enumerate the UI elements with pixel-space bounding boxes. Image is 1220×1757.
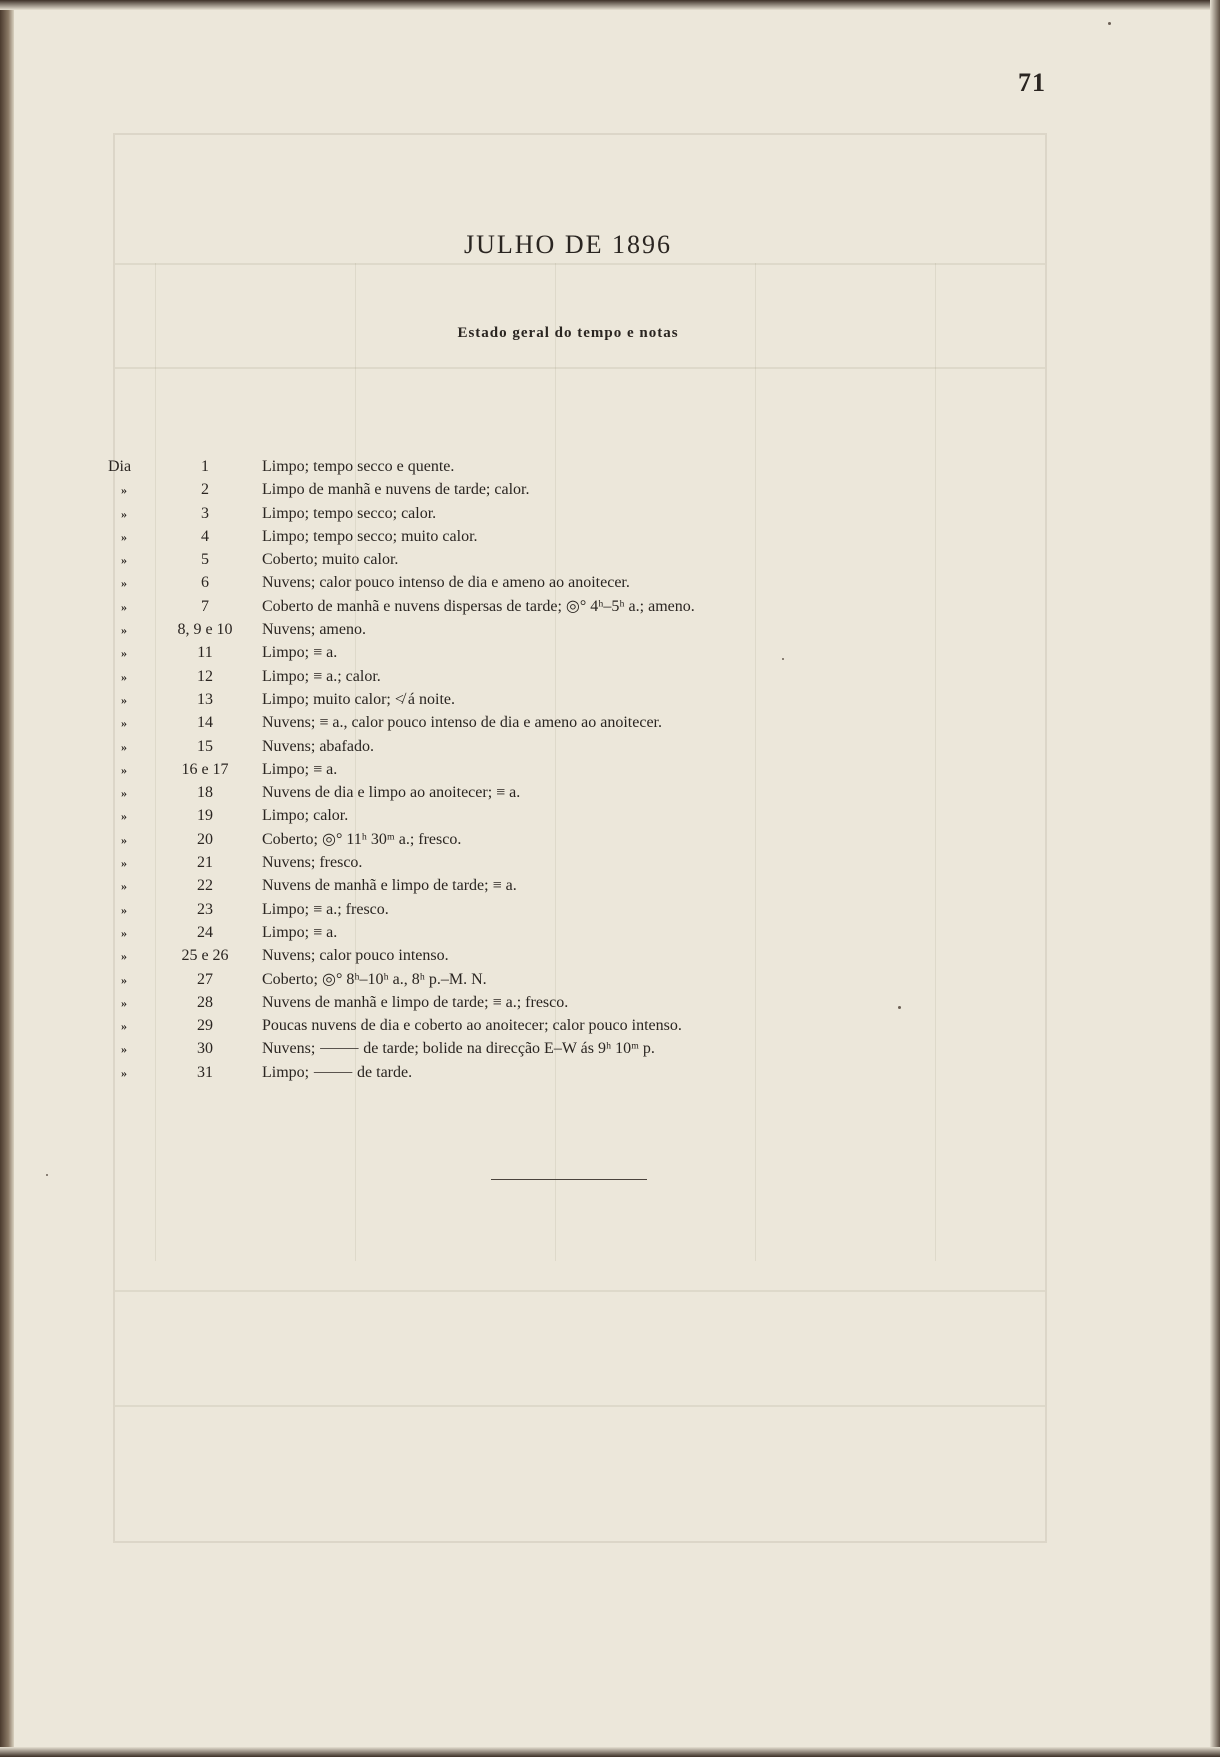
day-number: 11 [197,644,213,662]
weather-note: Coberto; ◎° 11ʰ 30ᵐ a.; fresco. [262,830,462,848]
weather-entry [108,665,1008,688]
day-number: 1 [201,458,209,475]
weather-note: Coberto de manhã e nuvens dispersas de tarde; ◎° 4ʰ–5ʰ a.; ameno. [262,597,695,615]
weather-entry [108,502,1008,525]
weather-note: Limpo; ≡ a. [262,760,338,778]
weather-entry [108,711,1008,734]
closing-rule [491,1179,647,1180]
day-number: 19 [197,807,213,825]
day-number: 14 [197,714,213,732]
weather-note: Nuvens; ameno. [262,621,366,639]
weather-entry [108,1014,1008,1037]
ditto-mark: » [121,529,127,544]
weather-entry [108,898,1008,921]
weather-entry [108,804,1008,827]
ditto-mark: » [121,1042,127,1057]
day-number: 25 e 26 [181,947,229,965]
weather-note: Nuvens de manhã e limpo de tarde; ≡ a.; fresco. [262,993,569,1011]
day-number: 7 [201,597,209,615]
weather-note: Limpo de manhã e nuvens de tarde; calor. [262,481,530,499]
day-number: 6 [201,574,209,592]
ditto-mark: » [121,972,127,987]
weather-note: Nuvens; abafado. [262,737,374,755]
day-number: 31 [197,1063,213,1081]
ditto-mark: » [121,762,127,777]
weather-entry [108,525,1008,548]
weather-entry [108,571,1008,594]
weather-note: Coberto; ◎° 8ʰ–10ʰ a., 8ʰ p.–M. N. [262,970,487,988]
paper-speck [782,658,784,660]
day-label: Dia [108,458,132,475]
ditto-mark: » [121,716,127,731]
weather-note: Limpo; ≡ a.; calor. [262,667,381,685]
weather-note: Nuvens; calor pouco intenso. [262,947,449,965]
day-number: 20 [197,830,213,848]
day-number: 16 e 17 [181,760,229,778]
day-number: 5 [201,551,209,569]
ditto-mark: » [121,832,127,847]
ditto-mark: » [121,902,127,917]
page-title: JULHO DE 1896 [464,230,672,259]
ditto-mark: » [121,949,127,964]
section-subtitle: Estado geral do tempo e notas [457,325,679,341]
day-number: 23 [197,900,213,918]
paper-speck [1108,22,1111,25]
day-number: 28 [197,993,213,1011]
ditto-mark: » [121,623,127,638]
weather-entry [108,1037,1008,1060]
day-number: 4 [201,527,209,545]
weather-note: Limpo; ≡ a.; fresco. [262,900,389,918]
day-number: 2 [201,481,209,499]
weather-note: Limpo; tempo secco; muito calor. [262,527,478,545]
day-number: 13 [197,690,213,708]
day-number: 24 [197,923,213,941]
daily-weather-notes [108,455,1008,1084]
ditto-mark: » [121,879,127,894]
weather-note: Nuvens; calor pouco intenso de dia e ameno ao anoitecer. [262,574,630,592]
ditto-mark: » [121,809,127,824]
weather-entry [108,478,1008,501]
weather-entry [108,991,1008,1014]
weather-entry [108,548,1008,571]
bleed-through-rule [115,1405,1045,1407]
weather-note: Nuvens de dia e limpo ao anoitecer; ≡ a. [262,784,521,802]
weather-entry [108,455,1008,478]
day-number: 8, 9 e 10 [177,621,233,639]
weather-entry [108,595,1008,618]
weather-note: Limpo; ≡ a. [262,644,338,662]
weather-note: Limpo; calor. [262,807,349,825]
ditto-mark: » [121,599,127,614]
top-edge-shadow [0,0,1220,10]
weather-entry [108,781,1008,804]
ditto-mark: » [121,553,127,568]
weather-entry [108,735,1008,758]
book-spine-shadow [0,0,14,1757]
ditto-mark: » [121,576,127,591]
weather-entry [108,921,1008,944]
weather-note: Nuvens; ≡ a., calor pouco intenso de dia e ameno ao anoitecer. [262,714,662,732]
ditto-mark: » [121,925,127,940]
ditto-mark: » [121,646,127,661]
weather-note: Nuvens; fresco. [262,854,363,872]
page-number: 71 [1018,68,1046,97]
weather-note: Limpo; ≡ a. [262,923,338,941]
ditto-mark: » [121,483,127,498]
day-number: 21 [197,854,213,872]
day-number: 3 [201,504,209,522]
weather-note: Coberto; muito calor. [262,551,399,569]
weather-note: Limpo; tempo secco e quente. [262,458,455,475]
ditto-mark: » [121,506,127,521]
paper-speck [46,1174,48,1176]
weather-note: Limpo; tempo secco; calor. [262,504,437,522]
bottom-edge-shadow [0,1747,1220,1757]
ditto-mark: » [121,692,127,707]
weather-note: Nuvens de manhã e limpo de tarde; ≡ a. [262,877,517,895]
ditto-mark: » [121,995,127,1010]
bleed-through-rule [115,1290,1045,1292]
ditto-mark: » [121,856,127,871]
weather-note: Nuvens; ⸻ de tarde; bolide na direcção E–W ás 9ʰ 10ᵐ p. [262,1040,655,1058]
ditto-mark: » [121,669,127,684]
day-number: 29 [197,1017,213,1035]
weather-entry [108,944,1008,967]
weather-entry [108,641,1008,664]
paper-speck [898,1006,901,1009]
bleed-through-rule [115,367,1045,369]
ditto-mark: » [121,739,127,754]
ditto-mark: » [121,1065,127,1080]
ditto-mark: » [121,1019,127,1034]
ditto-mark: » [121,786,127,801]
weather-entry [108,688,1008,711]
weather-entry [108,968,1008,991]
day-number: 18 [197,784,213,802]
right-edge-shadow [1210,0,1220,1757]
day-number: 27 [197,970,213,988]
weather-note: Limpo; muito calor; ≮ á noite. [262,690,455,708]
weather-entry [108,851,1008,874]
bleed-through-rule [115,263,1045,265]
weather-entry [108,874,1008,897]
day-number: 12 [197,667,213,685]
weather-entry [108,1061,1008,1084]
weather-entry [108,618,1008,641]
day-number: 22 [197,877,213,895]
weather-note: Limpo; ⸻ de tarde. [262,1063,413,1081]
weather-entry [108,828,1008,851]
day-number: 30 [197,1040,213,1058]
weather-note: Poucas nuvens de dia e coberto ao anoitecer; calor pouco intenso. [262,1017,682,1035]
day-number: 15 [197,737,213,755]
weather-entry [108,758,1008,781]
